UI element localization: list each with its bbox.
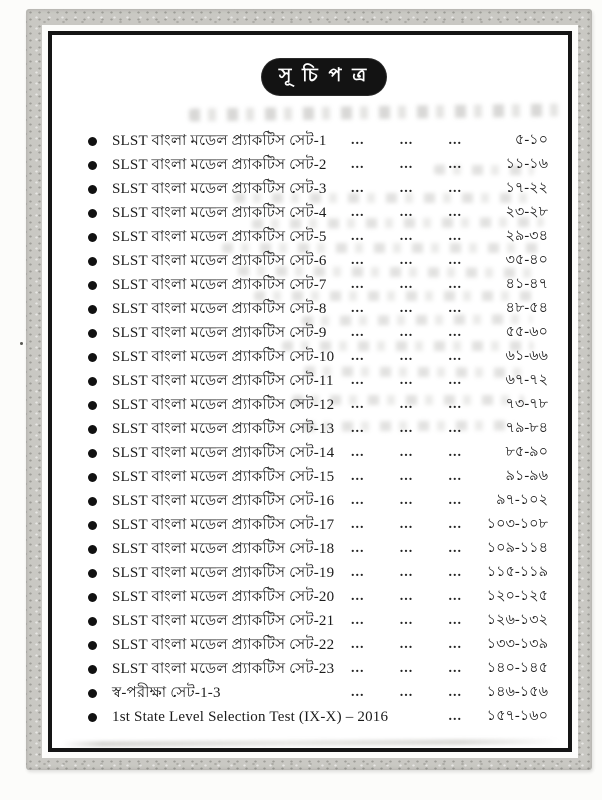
toc-entry-pages: ২৯-৩৪ [505, 228, 548, 244]
leader-dots-group [347, 253, 470, 269]
leader-dots: ... [448, 277, 462, 292]
leader-dots-group [347, 157, 470, 173]
toc-row [88, 441, 548, 465]
bullet-icon [88, 593, 112, 602]
leader-dots: ... [351, 205, 365, 220]
leader-dots: ... [399, 685, 414, 700]
toc-row [88, 153, 548, 177]
toc-row [88, 633, 548, 657]
toc-row [88, 681, 548, 705]
toc-row [88, 705, 548, 729]
leader-dots: ... [399, 349, 414, 364]
bullet-icon [88, 257, 112, 266]
leader-dots-group [347, 421, 470, 437]
toc-entry-title: SLST বাংলা মডেল প্র্যাকটিস সেট-3 [112, 180, 327, 197]
leader-dots: ... [351, 421, 365, 436]
leader-dots: ... [448, 709, 462, 724]
leader-dots-group [347, 661, 470, 677]
toc-row [88, 393, 548, 417]
leader-dots-group [388, 709, 470, 725]
toc-page [48, 31, 572, 752]
toc-entry-title: SLST বাংলা মডেল প্র্যাকটিস সেট-17 [112, 516, 335, 533]
leader-dots: ... [351, 493, 365, 508]
leader-dots: ... [399, 277, 414, 292]
leader-dots: ... [351, 301, 365, 316]
leader-dots-group [347, 541, 470, 557]
toc-row [88, 417, 548, 441]
leader-dots-group [347, 373, 470, 389]
toc-entry-title: SLST বাংলা মডেল প্র্যাকটিস সেট-23 [112, 660, 335, 677]
leader-dots: ... [448, 253, 462, 268]
leader-dots: ... [399, 469, 414, 484]
toc-entry-pages: ২৩-২৮ [505, 204, 548, 220]
bullet-icon [88, 569, 112, 578]
toc-entry-pages: ৫-১০ [514, 132, 548, 148]
toc-entry-title: SLST বাংলা মডেল প্র্যাকটিস সেট-10 [112, 348, 335, 365]
toc-entry-title: SLST বাংলা মডেল প্র্যাকটিস সেট-6 [112, 252, 327, 269]
leader-dots: ... [351, 277, 365, 292]
toc-row [88, 297, 548, 321]
toc-entry-title: SLST বাংলা মডেল প্র্যাকটিস সেট-21 [112, 612, 335, 629]
bullet-icon [88, 353, 112, 362]
bullet-icon [88, 641, 112, 650]
toc-entry-pages: ৫৫-৬০ [505, 324, 548, 340]
bullet-icon [88, 497, 112, 506]
toc-entry-title: SLST বাংলা মডেল প্র্যাকটিস সেট-9 [112, 324, 327, 341]
toc-entry-pages: ৮৫-৯০ [505, 444, 548, 460]
leader-dots: ... [448, 445, 462, 460]
toc-entry-pages: ১২০-১২৫ [486, 588, 548, 604]
toc-row [88, 345, 548, 369]
toc-entry-pages: ৬১-৬৬ [505, 348, 548, 364]
leader-dots: ... [399, 541, 414, 556]
toc-entry-title: SLST বাংলা মডেল প্র্যাকটিস সেট-22 [112, 636, 335, 653]
leader-dots: ... [351, 397, 365, 412]
toc-entry-title: SLST বাংলা মডেল প্র্যাকটিস সেট-1 [112, 132, 327, 149]
toc-entry-title: SLST বাংলা মডেল প্র্যাকটিস সেট-20 [112, 588, 335, 605]
bullet-icon [88, 377, 112, 386]
leader-dots: ... [448, 613, 462, 628]
leader-dots-group [347, 205, 470, 221]
toc-row [88, 201, 548, 225]
toc-row [88, 225, 548, 249]
leader-dots: ... [399, 445, 414, 460]
toc-entry-title: SLST বাংলা মডেল প্র্যাকটিস সেট-19 [112, 564, 335, 581]
toc-row [88, 609, 548, 633]
leader-dots-group [347, 349, 470, 365]
leader-dots: ... [448, 157, 462, 172]
toc-row [88, 585, 548, 609]
leader-dots: ... [351, 133, 365, 148]
leader-dots: ... [351, 685, 365, 700]
leader-dots: ... [351, 181, 365, 196]
toc-entry-pages: ৪৮-৫৪ [505, 300, 548, 316]
toc-row [88, 369, 548, 393]
toc-entry-title: SLST বাংলা মডেল প্র্যাকটিস সেট-12 [112, 396, 335, 413]
leader-dots: ... [448, 517, 462, 532]
leader-dots-group [347, 325, 470, 341]
leader-dots: ... [448, 325, 462, 340]
toc-entry-title: SLST বাংলা মডেল প্র্যাকটিস সেট-16 [112, 492, 335, 509]
leader-dots: ... [448, 589, 462, 604]
toc-entry-title: SLST বাংলা মডেল প্র্যাকটিস সেট-13 [112, 420, 335, 437]
leader-dots-group [347, 229, 470, 245]
leader-dots: ... [448, 421, 462, 436]
toc-entry-pages: ১২৬-১৩২ [486, 612, 548, 628]
toc-row [88, 177, 548, 201]
leader-dots: ... [399, 589, 414, 604]
leader-dots: ... [351, 349, 365, 364]
leader-dots: ... [399, 373, 414, 388]
toc-entry-pages: ১০৩-১০৮ [486, 516, 548, 532]
leader-dots: ... [399, 325, 414, 340]
leader-dots: ... [399, 517, 414, 532]
bullet-icon [88, 665, 112, 674]
leader-dots: ... [351, 637, 365, 652]
leader-dots: ... [399, 205, 414, 220]
bullet-icon [88, 713, 112, 722]
toc-row [88, 561, 548, 585]
bullet-icon [88, 233, 112, 242]
bullet-icon [88, 401, 112, 410]
toc-entry-pages: ৭৯-৮৪ [505, 420, 548, 436]
toc-entry-pages: ৯৭-১০২ [496, 492, 548, 508]
leader-dots-group [347, 517, 470, 533]
leader-dots-group [347, 613, 470, 629]
page-title-badge [262, 59, 386, 95]
leader-dots: ... [448, 397, 462, 412]
leader-dots-group [347, 589, 470, 605]
leader-dots: ... [399, 253, 414, 268]
toc-entry-title: SLST বাংলা মডেল প্র্যাকটিস সেট-11 [112, 372, 334, 389]
leader-dots: ... [351, 325, 365, 340]
leader-dots: ... [448, 469, 462, 484]
leader-dots-group [347, 397, 470, 413]
toc-entry-pages: ৪১-৪৭ [505, 276, 548, 292]
leader-dots: ... [351, 229, 365, 244]
leader-dots: ... [448, 373, 462, 388]
leader-dots: ... [351, 661, 365, 676]
bullet-icon [88, 545, 112, 554]
leader-dots: ... [351, 589, 365, 604]
leader-dots: ... [399, 661, 414, 676]
toc-entry-pages: ১৪০-১৪৫ [486, 660, 548, 676]
toc-entry-title: SLST বাংলা মডেল প্র্যাকটিস সেট-5 [112, 228, 327, 245]
leader-dots: ... [351, 613, 365, 628]
leader-dots: ... [448, 661, 462, 676]
bullet-icon [88, 137, 112, 146]
bullet-icon [88, 329, 112, 338]
toc-entry-pages: ১১-১৬ [505, 156, 548, 172]
toc-entry-pages: ১০৯-১১৪ [486, 540, 548, 556]
leader-dots: ... [351, 445, 365, 460]
leader-dots-group [347, 301, 470, 317]
toc-entry-title: 1st State Level Selection Test (IX-X) – 2016 [112, 708, 389, 725]
bullet-icon [88, 161, 112, 170]
leader-dots: ... [448, 637, 462, 652]
bullet-icon [88, 473, 112, 482]
leader-dots: ... [399, 421, 414, 436]
leader-dots: ... [448, 493, 462, 508]
scan-speck [20, 342, 23, 345]
leader-dots-group [347, 469, 470, 485]
toc-entry-pages: ৩৫-৪০ [505, 252, 548, 268]
bullet-icon [88, 521, 112, 530]
toc-row [88, 657, 548, 681]
bullet-icon [88, 305, 112, 314]
toc-entry-pages: ১৭-২২ [505, 180, 548, 196]
toc-entry-pages: ৬৭-৭২ [505, 372, 548, 388]
toc-entry-title: SLST বাংলা মডেল প্র্যাকটিস সেট-2 [112, 156, 327, 173]
toc-row [88, 489, 548, 513]
leader-dots-group [347, 565, 470, 581]
leader-dots: ... [448, 541, 462, 556]
leader-dots: ... [399, 565, 414, 580]
bullet-icon [88, 209, 112, 218]
leader-dots: ... [351, 253, 365, 268]
leader-dots: ... [351, 157, 365, 172]
leader-dots-group [347, 181, 470, 197]
leader-dots: ... [399, 397, 414, 412]
leader-dots-group [347, 637, 470, 653]
toc-entry-pages: ৯১-৯৬ [505, 468, 548, 484]
leader-dots-group [347, 685, 470, 701]
bullet-icon [88, 449, 112, 458]
leader-dots-group [347, 133, 470, 149]
toc-row [88, 249, 548, 273]
leader-dots: ... [448, 685, 462, 700]
leader-dots: ... [351, 565, 365, 580]
leader-dots: ... [448, 181, 462, 196]
toc-entry-pages: ৭৩-৭৮ [505, 396, 548, 412]
toc-entry-title: SLST বাংলা মডেল প্র্যাকটিস সেট-7 [112, 276, 327, 293]
toc-row [88, 129, 548, 153]
toc-entry-title: SLST বাংলা মডেল প্র্যাকটিস সেট-18 [112, 540, 335, 557]
toc-entry-title: SLST বাংলা মডেল প্র্যাকটিস সেট-15 [112, 468, 335, 485]
leader-dots: ... [399, 229, 414, 244]
toc-entry-pages: ১১৫-১১৯ [486, 564, 548, 580]
leader-dots: ... [399, 637, 414, 652]
toc-row [88, 321, 548, 345]
bleed-artifact [189, 103, 561, 121]
toc-entry-title: SLST বাংলা মডেল প্র্যাকটিস সেট-14 [112, 444, 335, 461]
leader-dots: ... [448, 229, 462, 244]
toc-entry-pages: ১৪৬-১৫৬ [486, 684, 548, 700]
bullet-icon [88, 281, 112, 290]
leader-dots: ... [448, 565, 462, 580]
leader-dots: ... [399, 133, 414, 148]
leader-dots-group [347, 445, 470, 461]
toc-entry-pages: ১৫৭-১৬০ [486, 708, 548, 724]
leader-dots: ... [351, 469, 365, 484]
toc-row [88, 465, 548, 489]
leader-dots-group [347, 277, 470, 293]
leader-dots: ... [399, 301, 414, 316]
leader-dots: ... [351, 373, 365, 388]
leader-dots: ... [399, 157, 414, 172]
leader-dots-group [347, 493, 470, 509]
bullet-icon [88, 185, 112, 194]
scan-smudge-line [62, 739, 560, 748]
leader-dots: ... [351, 517, 365, 532]
toc-entry-title: স্ব-পরীক্ষা সেট-1-3 [112, 684, 221, 701]
toc-list [88, 129, 548, 729]
toc-row [88, 537, 548, 561]
leader-dots: ... [399, 181, 414, 196]
leader-dots: ... [448, 133, 462, 148]
toc-entry-title: SLST বাংলা মডেল প্র্যাকটিস সেট-8 [112, 300, 327, 317]
toc-entry-title: SLST বাংলা মডেল প্র্যাকটিস সেট-4 [112, 204, 327, 221]
leader-dots: ... [399, 493, 414, 508]
bullet-icon [88, 425, 112, 434]
leader-dots: ... [399, 613, 414, 628]
leader-dots: ... [448, 205, 462, 220]
leader-dots: ... [448, 301, 462, 316]
bullet-icon [88, 689, 112, 698]
toc-entry-pages: ১৩৩-১৩৯ [486, 636, 548, 652]
page-title: সূ চি প ত্র [278, 65, 370, 86]
toc-row [88, 513, 548, 537]
bullet-icon [88, 617, 112, 626]
leader-dots: ... [448, 349, 462, 364]
toc-row [88, 273, 548, 297]
leader-dots: ... [351, 541, 365, 556]
